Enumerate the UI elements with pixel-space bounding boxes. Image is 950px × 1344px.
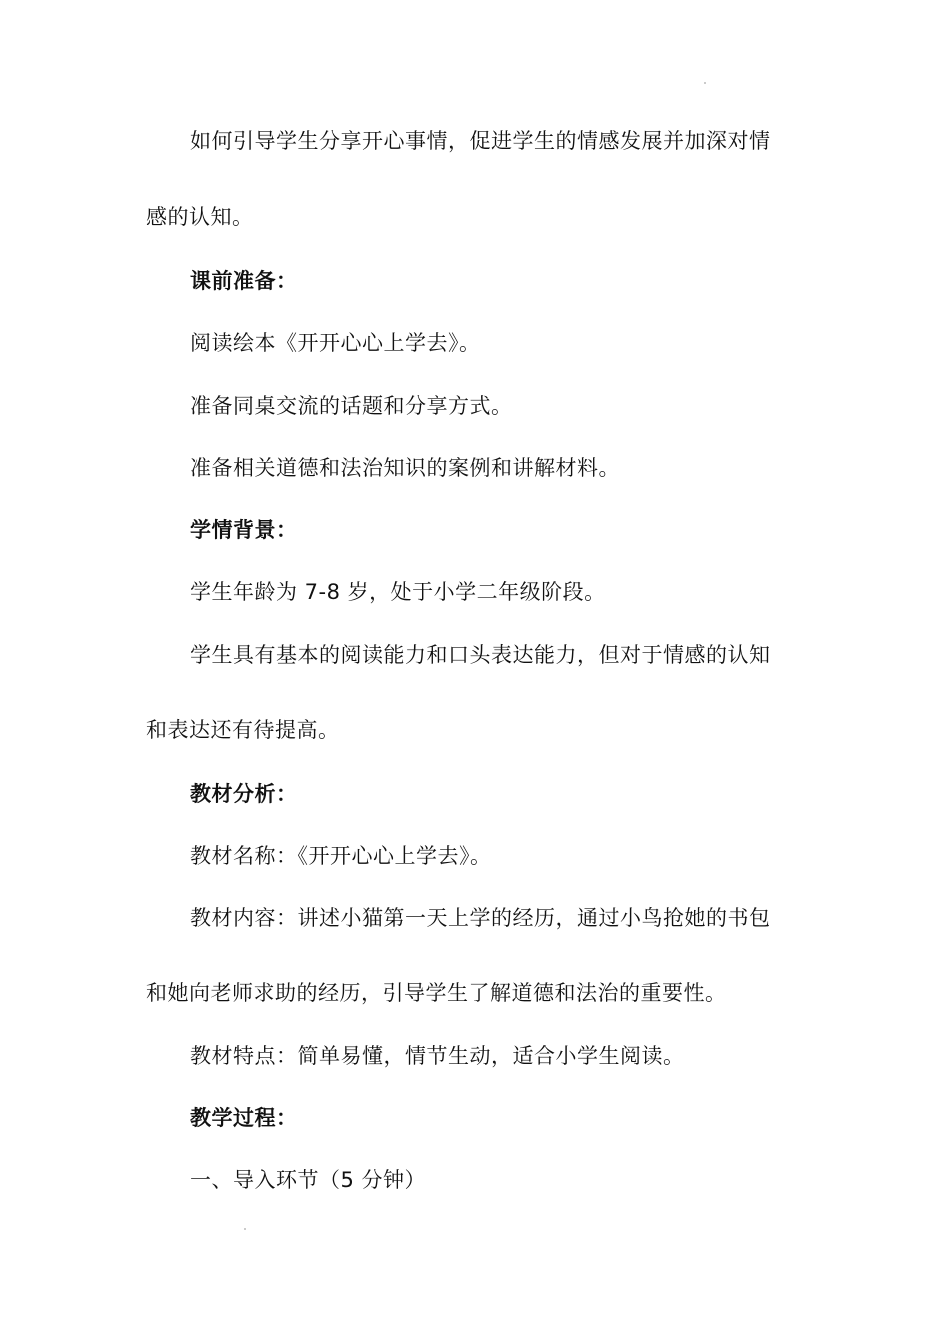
paragraph-line: 教材内容：讲述小猫第一天上学的经历，通过小鸟抢她的书包	[190, 906, 771, 930]
paragraph-line: 学生年龄为 7-8 岁，处于小学二年级阶段。	[190, 580, 606, 604]
paragraph-line: 一、导入环节（5 分钟）	[190, 1168, 427, 1192]
paragraph-line: 感的认知。	[146, 205, 254, 229]
paragraph-line: 准备同桌交流的话题和分享方式。	[190, 394, 513, 418]
section-heading-teaching-process: 教学过程：	[190, 1106, 298, 1130]
paragraph-line: 教材名称：《开开心心上学去》。	[190, 844, 492, 868]
paragraph-line: 教材特点：简单易懂，情节生动，适合小学生阅读。	[190, 1044, 685, 1068]
section-heading-preparation: 课前准备：	[190, 269, 298, 293]
page-speck-bottom	[244, 1228, 246, 1230]
section-heading-background: 学情背景：	[190, 518, 298, 542]
paragraph-line: 阅读绘本《开开心心上学去》。	[190, 331, 481, 355]
paragraph-line: 学生具有基本的阅读能力和口头表达能力，但对于情感的认知	[190, 643, 771, 667]
paragraph-line: 准备相关道德和法治知识的案例和讲解材料。	[190, 456, 620, 480]
paragraph-line: 如何引导学生分享开心事情，促进学生的情感发展并加深对情	[190, 129, 771, 153]
section-heading-material-analysis: 教材分析：	[190, 782, 298, 806]
page-speck-top	[704, 82, 706, 84]
paragraph-line: 和表达还有待提高。	[146, 718, 340, 742]
paragraph-line: 和她向老师求助的经历，引导学生了解道德和法治的重要性。	[146, 981, 727, 1005]
